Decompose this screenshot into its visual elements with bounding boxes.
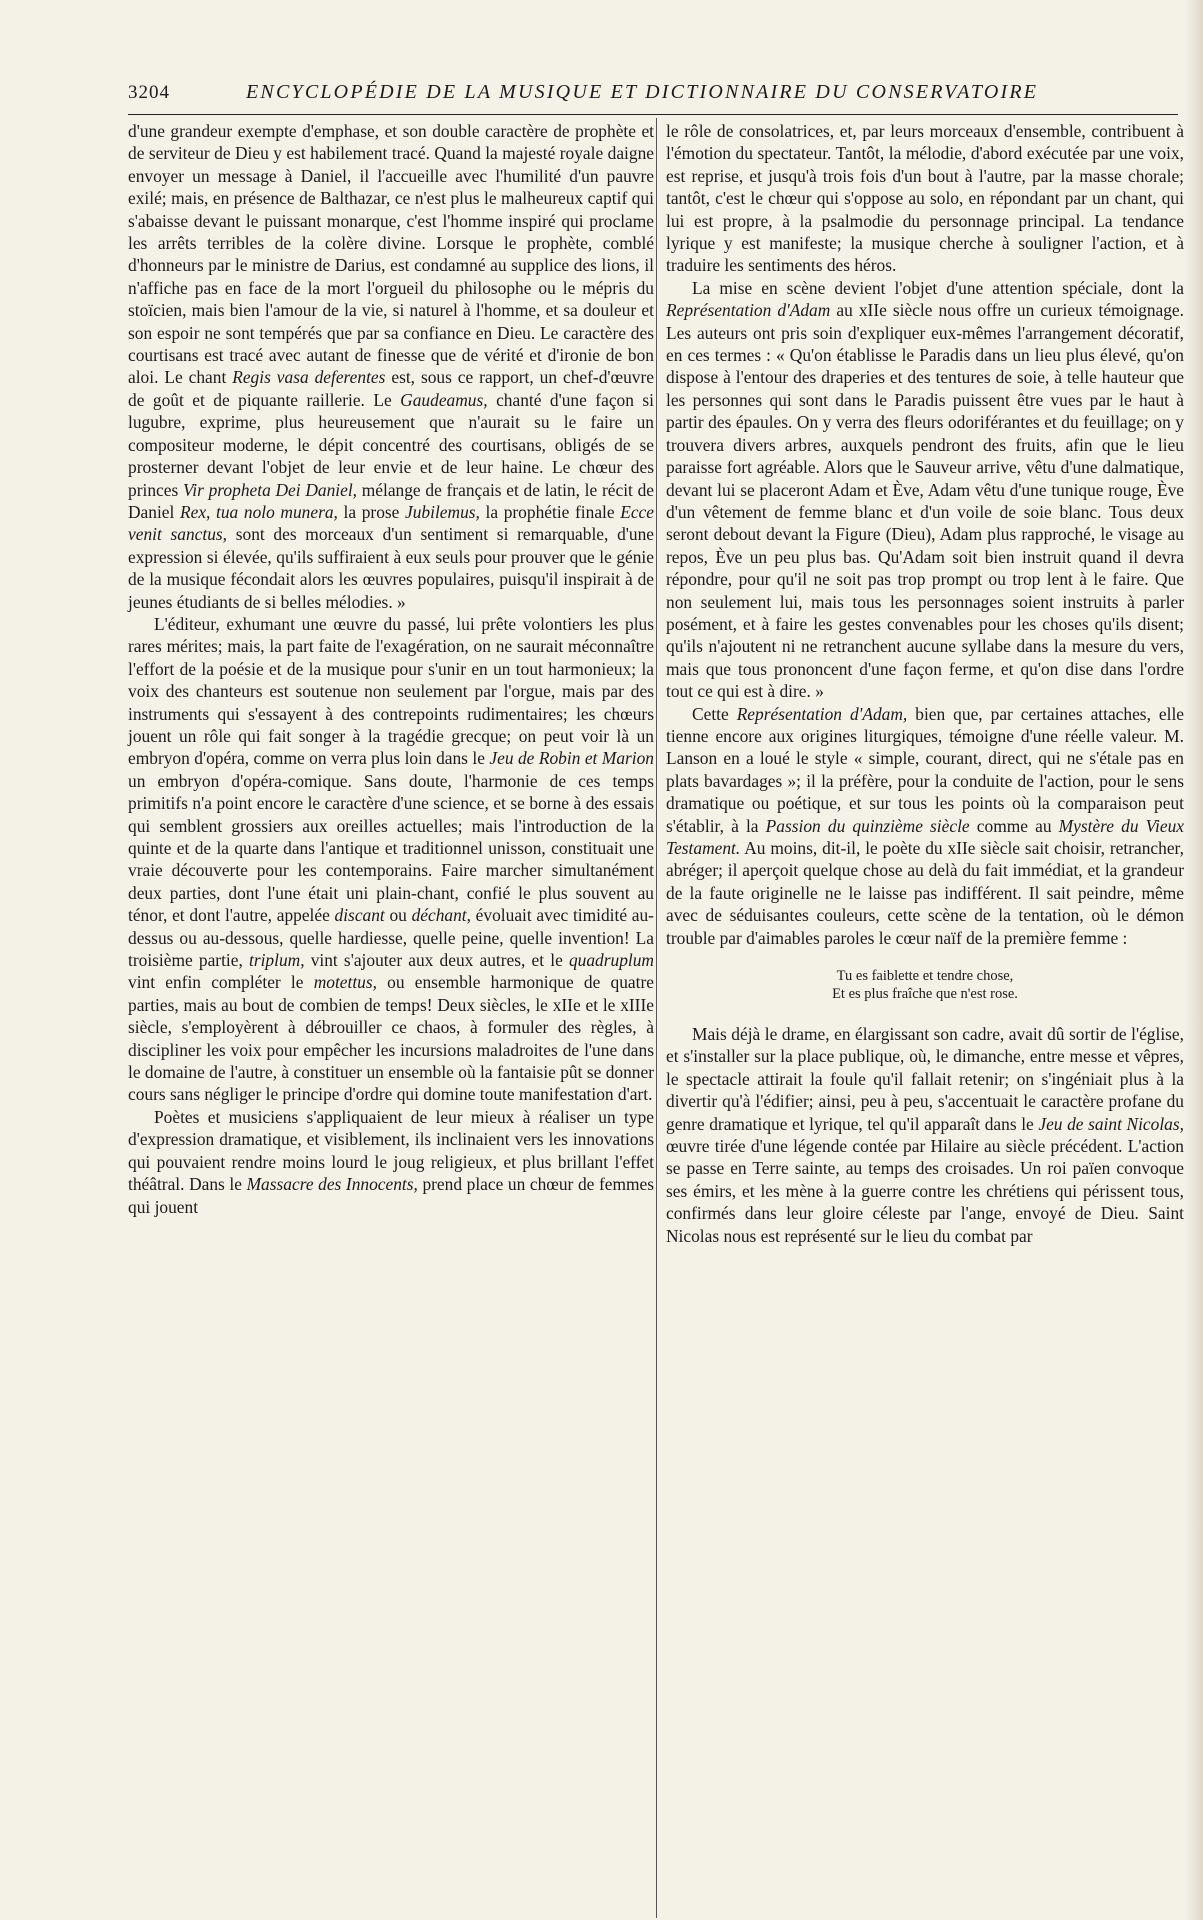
paragraph: Poètes et musiciens s'appliquaient de leur mieux à réaliser un type d'expression dramatique, et visiblement, ils inclinaient vers les innovations qui pouvaient rendre moins lourd le joug religieux, et plus brillant l'effet théâtral. Dans le Massacre des Innocents, prend place un chœur de femmes qui jouent [128,1106,654,1217]
paragraph: La mise en scène devient l'objet d'une attention spéciale, dont la Représentation d'Adam au xIIe siècle nous offre un curieux témoignage. Les auteurs ont pris soin d'expliquer eux-mêmes l'arrangement décoratif, en ces termes : « Qu'on établisse le Paradis dans un lieu plus élevé, qu'on dispose à l'entour des draperies et des tentures de soie, à telle hauteur que les personnes qui sont dans le Paradis puissent être vues par le haut à partir des épaules. On y verra des fleurs odoriférantes et du feuillage; on y trouvera divers arbres, auxquels pendront des fruits, afin que le lieu paraisse fort agréable. Alors que le Sauveur arrive, vêtu d'une dalmatique, devant lui se placeront Adam et Ève, Adam vêtu d'une tunique rouge, Ève d'un vêtement de femme blanc et d'un voile de soie blanc. Tous deux seront debout devant la Figure (Dieu), Adam plus rapproché, le visage au repos, Ève un peu plus bas. Qu'Adam soit bien instruit quand il devra répondre, pour qu'il ne soit pas trop prompt ou trop lent à le faire. Que non seulement lui, mais tous les personnages soient instruits à parler posément, et à faire les gestes convenables pour les choses qu'ils disent; qu'ils n'ajoutent ni ne retranchent aucune syllabe dans la mesure du vers, mais que tous prononcent d'une façon ferme, et qu'on dise dans l'ordre tout ce qui est à dire. » [666,277,1185,702]
paragraph: d'une grandeur exempte d'emphase, et son double caractère de prophète et de serviteur de Dieu y est habilement tracé. Quand la majesté royale daigne envoyer un message à Daniel, il l'accueille avec l'humilité d'un pauvre exilé; mais, en présence de Balthazar, ce n'est plus le malheureux captif qui s'abaisse devant le puissant monarque, c'est l'homme inspiré qui proclame les arrêts terribles de la colère divine. Lorsque le prophète, comblé d'honneurs par le ministre de Darius, est condamné au supplice des lions, il n'affiche pas en face de la mort l'orgueil du philosophe ou le mépris du stoïcien, mais bien l'amour de la vie, si naturel à l'homme, et sa douleur et son espoir ne sont tempérés que par sa confiance en Dieu. Le caractère des courtisans est tracé avec autant de finesse que de vérité et d'ironie de bon aloi. Le chant Regis vasa deferentes est, sous ce rapport, un chef-d'œuvre de goût et de piquante raillerie. Le Gaudeamus, chanté d'une façon si lugubre, exprime, plus heureusement que n'aurait su le faire un compositeur moderne, le dépit concentré des courtisans, obligés de se prosterner devant l'objet de leur envie et de leur haine. Le chœur des princes Vir propheta Dei Daniel, mélange de français et de latin, le récit de Daniel Rex, tua nolo munera, la prose Jubilemus, la prophétie finale Ecce venit sanctus, sont des morceaux d'un sentiment si remarquable, d'une expression si élevée, qu'ils suffiraient à eux seuls pour prouver que le génie de la musique fécondait alors les œuvres populaires, puisqu'il inspirait à de jeunes étudiants de si belles mélodies. » [128,121,655,612]
scan-edge-shadow [1185,0,1203,1920]
paragraph: L'éditeur, exhumant une œuvre du passé, lui prête volontiers les plus rares mérites; mais, la part faite de l'exagération, on ne saurait méconnaître l'effort de la poésie et de la musique pour s'unir en un tout harmonieux; la voix des chanteurs est soutenue non seulement par l'orgue, mais par des instruments qui s'essayent à des contrepoints rudimentaires; les chœurs jouent un rôle qui fait songer à la tragédie grecque; on peut voir là un embryon d'opéra, comme on verra plus loin dans le Jeu de Robin et Marion un embryon d'opéra-comique. Sans doute, l'harmonie de ces temps primitifs n'a point encore le caractère d'une science, et se borne à des essais qui semblent grossiers aux oreilles actuelles; mais l'introduction de la quinte et de la quarte dans l'antique et traditionnel unisson, constituait une vraie découverte pour les contemporains. Faire marcher simultanément deux parties, dont l'une était uni plain-chant, confié le plus souvent au ténor, et dont l'autre, appelée discant ou déchant, évoluait avec timidité au-dessus ou au-dessous, quelle hardiesse, quelle peine, quelle invention! La troisième partie, triplum, vint s'ajouter aux deux autres, et le quadruplum vint enfin compléter le motettus, ou ensemble harmonique de quatre parties, mais au bout de combien de temps! Deux siècles, le xIIe et le xIIIe siècle, s'employèrent à débrouiller ce chaos, à formuler des règles, à discipliner les voix pour empêcher les incursions maladroites de l'une dans le domaine de l'autre, à constituer un ensemble où la fantaisie pût se donner cours sans négliger le principe d'ordre qui domine toute manifestation d'art. [128,613,655,1105]
paragraph: Cette Représentation d'Adam, bien que, par certaines attaches, elle tienne encore aux origines liturgiques, témoigne d'une réelle valeur. M. Lanson en a loué le style « simple, courant, direct, qui ne s'étale pas en plats bavardages »; il la préfère, pour la conduite de l'action, pour le sens dramatique ou poétique, et sur tous les points où la comparaison peut s'établir, à la Passion du quinzième siècle comme au Mystère du Vieux Testament. Au moins, dit-il, le poète du xIIe siècle sait choisir, retrancher, abréger; il aperçoit quelque chose au delà du fait immédiat, et la grandeur de la faute originelle ne le laisse pas indifférent. Il sait peindre, même avec de séduisantes couleurs, cette scène de la tentation, où le démon trouble par d'aimables paroles le cœur naïf de la première femme : [666,703,1184,948]
verse-line: Et es plus fraîche que n'est rose. [832,986,1018,1003]
verse-line: Tu es faiblette et tendre chose, [836,968,1014,985]
right-column [666,120,1184,1247]
verse-quote [666,967,1184,1003]
paragraph: Mais déjà le drame, en élargissant son cadre, avait dû sortir de l'église, et s'installer sur la place publique, où, le dimanche, entre messe et vêpres, le spectacle attirait la foule qu'il fallait retenir; on s'ingéniait plus à la divertir qu'à l'édifier; ainsi, peu à peu, s'accentuait le caractère profane du genre dramatique et lyrique, tel qu'il apparaît dans le Jeu de saint Nicolas, œuvre tirée d'une légende contée par Hilaire au siècle précédent. L'action se passe en Terre sainte, au temps des croisades. Un roi païen convoque ses émirs, et les mène à la guerre contre les chrétiens qui périssent tous, confirmés dans leur gloire céleste par l'ange, envoyé de Dieu. Saint Nicolas nous est représenté sur le lieu du combat par [666,1024,1184,1246]
column-divider [656,118,657,1918]
left-column [128,120,654,1218]
paragraph: le rôle de consolatrices, et, par leurs morceaux d'ensemble, contribuent à l'émotion du spectateur. Tantôt, la mélodie, d'abord exécutée par une voix, est reprise, et jusqu'à trois fois d'un bout à l'autre, par la masse chorale; tantôt, c'est le chœur qui s'oppose au solo, en répondant par un chant, qui lui est propre, à la psalmodie du personnage principal. La tendance lyrique y est manifeste; la musique cherche à souligner l'action, et à traduire les sentiments des héros. [666,121,1184,276]
running-title: ENCYCLOPÉDIE DE LA MUSIQUE ET DICTIONNAIRE DU CONSERVATOIRE [246,81,1039,103]
page-number: 3204 [128,82,170,103]
page-header [128,80,1178,115]
